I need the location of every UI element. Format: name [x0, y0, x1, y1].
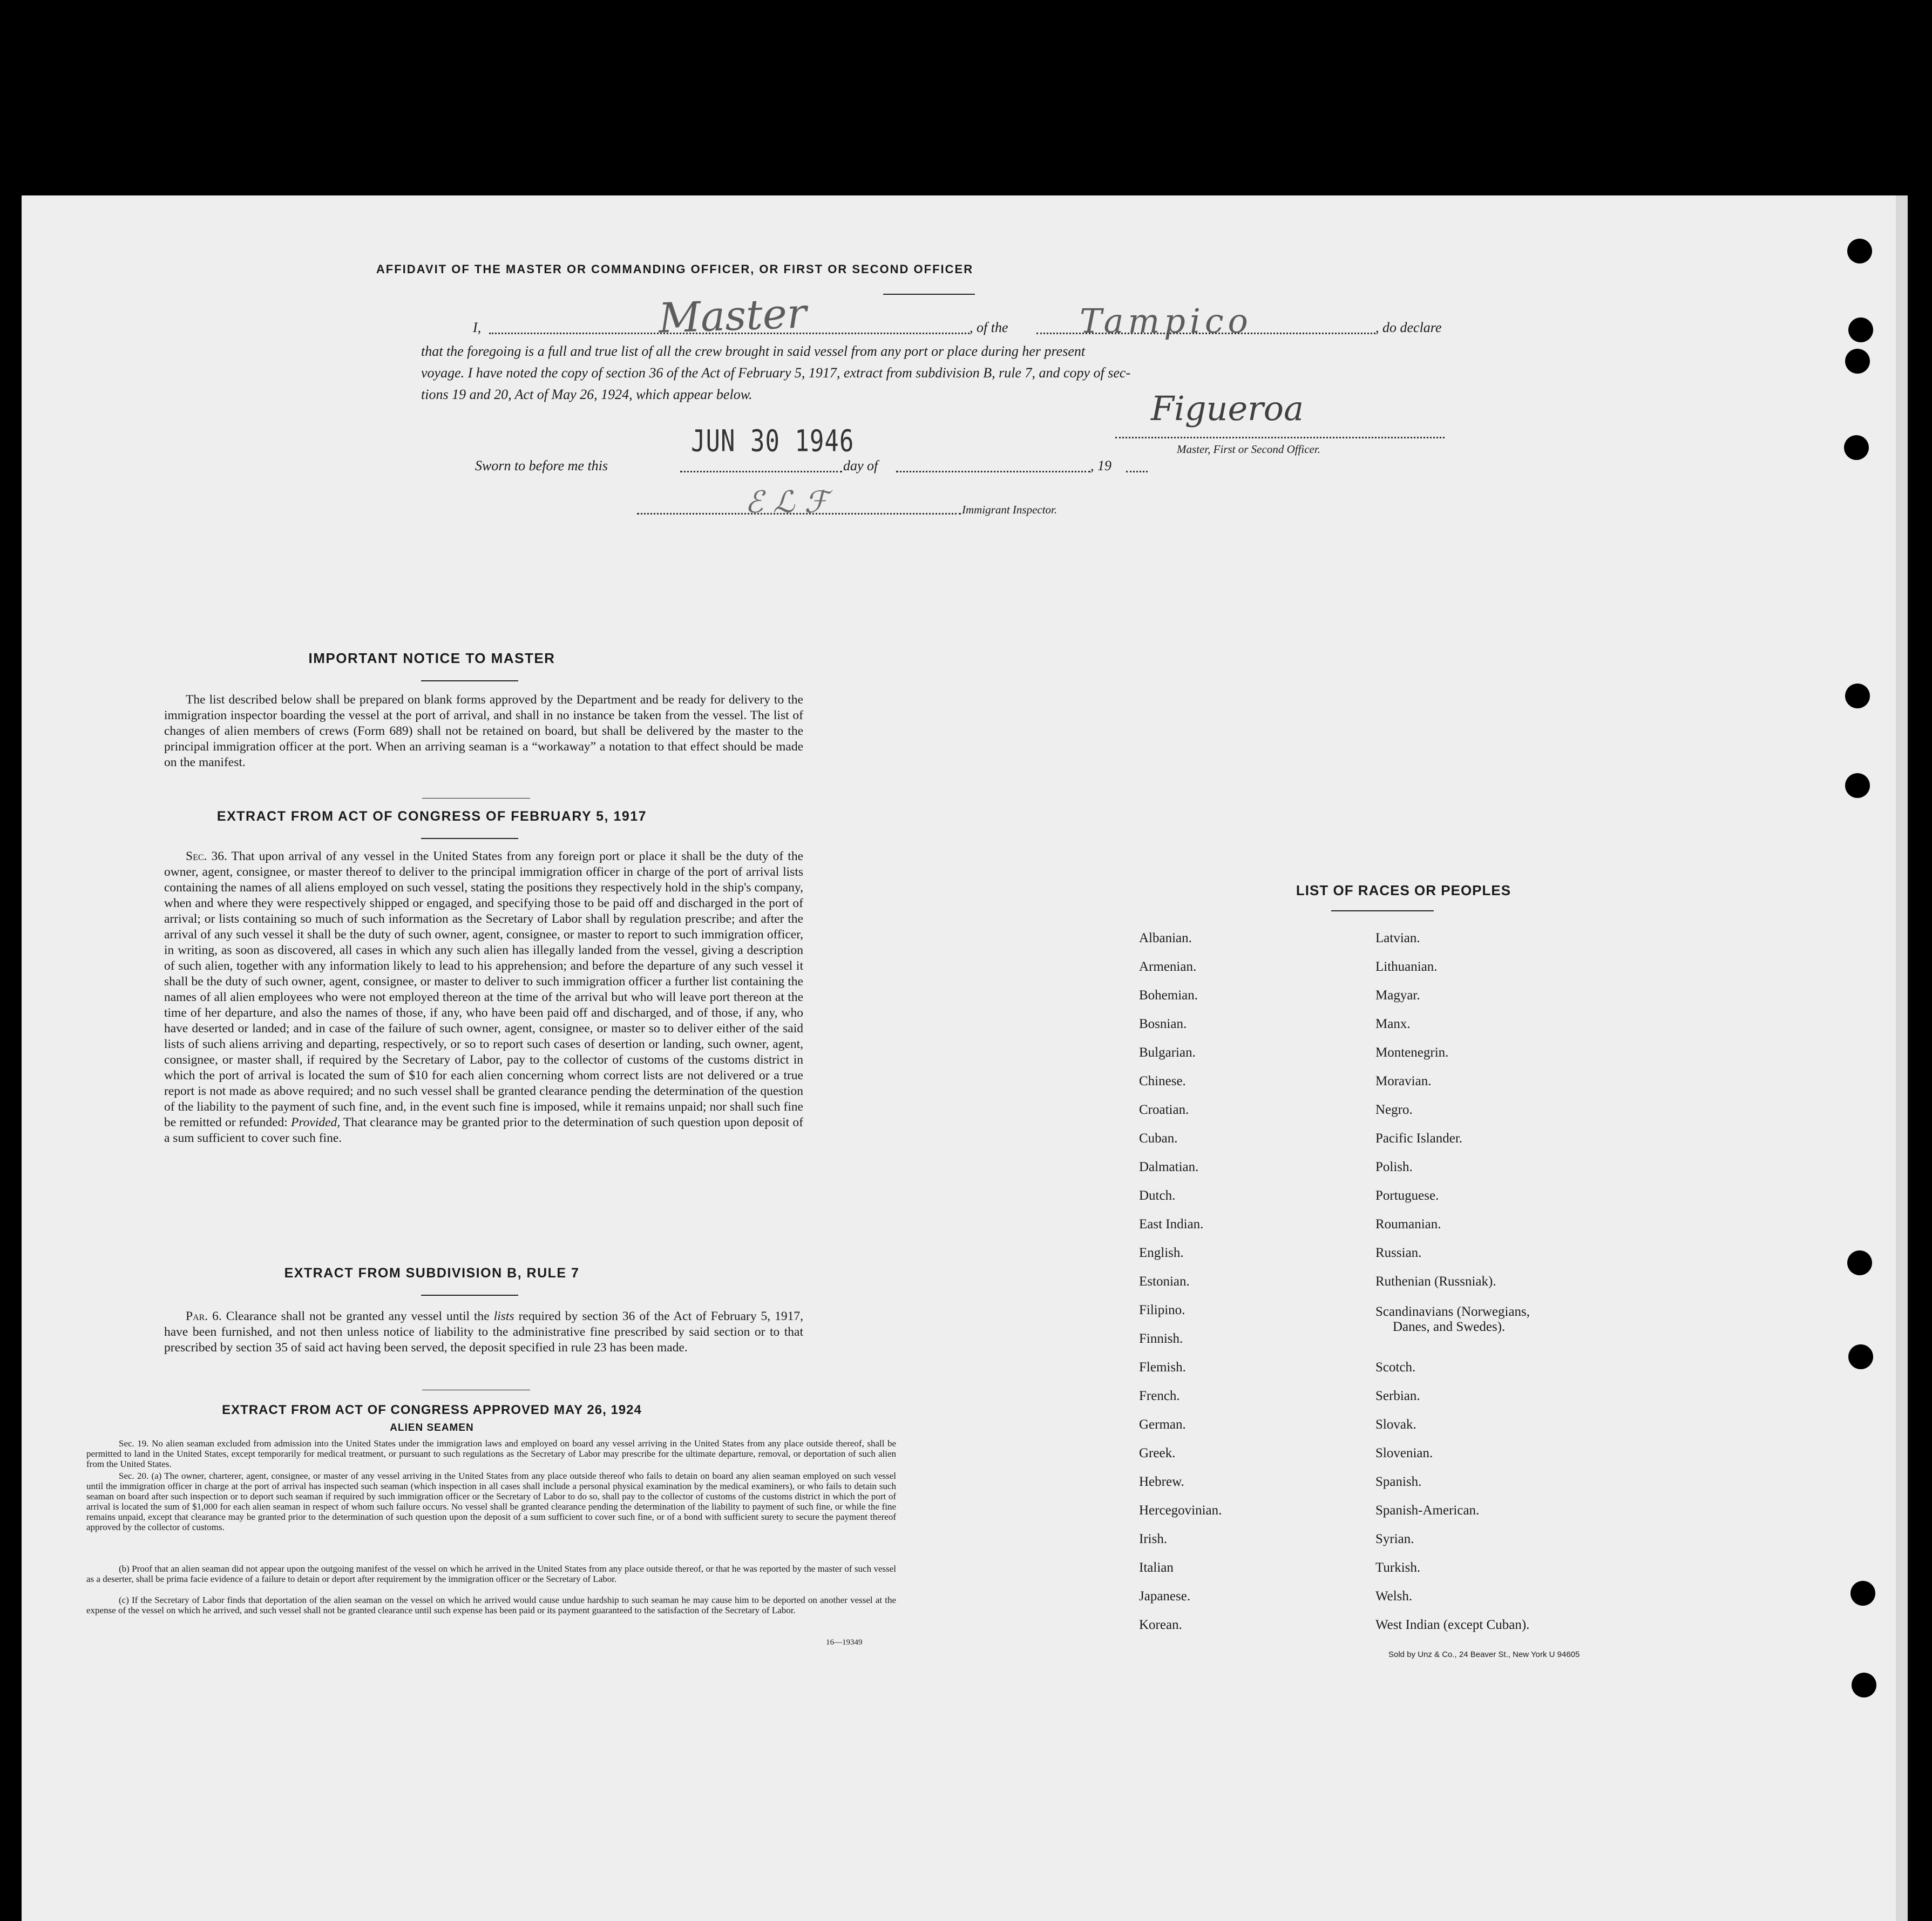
divider — [883, 294, 975, 295]
signature-line — [1115, 437, 1445, 438]
section-36-tail: That clearance may be granted prior to the determination of such question upon deposit of a sum sufficient to cover such fine. — [164, 1115, 803, 1145]
rule-7-title: EXTRACT FROM SUBDIVISION B, RULE 7 — [284, 1266, 580, 1281]
divider — [422, 798, 530, 799]
race-item-continued: Danes, and Swedes). — [1393, 1320, 1506, 1334]
affidavit-declare: , do declare — [1375, 320, 1442, 335]
race-item: Roumanian. — [1375, 1217, 1441, 1232]
race-item: Filipino. — [1139, 1303, 1185, 1317]
sworn-year: , 19 — [1090, 458, 1111, 474]
race-item: Bohemian. — [1139, 988, 1198, 1003]
race-item: Ruthenian (Russniak). — [1375, 1274, 1496, 1289]
affidavit-line-3: voyage. I have noted the copy of section 36 of the Act of February 5, 1917, extract from subdivision B, rule 7, and copy of sec- — [421, 365, 1131, 381]
signature-caption: Master, First or Second Officer. — [1177, 443, 1320, 456]
rule-7-body-2: required by section 36 of the Act of February 5, 1917, have been furnished, and not then unless notice of liability to the administrative fine prescribed by said section or to that prescribed by section 35 of said act having been served, the deposit specified in rule 23 has been made. — [164, 1309, 804, 1355]
punch-hole — [1844, 435, 1869, 460]
inspector-initials: ℰ ℒ ℱ — [745, 485, 828, 520]
race-item: Latvian. — [1375, 931, 1420, 945]
section-20a-text: Sec. 20. (a) The owner, charterer, agent, consignee, or master of any vessel arriving in the United States from any place outside thereof who fails to detain on board any alien seaman employed on such vessel until the immigration officer in charge at the port of arrival has inspected such seaman (which inspection in all cases shall include a personal physical examination by the medical examiners), or who fails to detain such seaman on board after such inspection or to deport such seaman if required by such immigration officer or the Secretary of Labor to do so, shall pay to the collector of customs of the customs district in which the port of arrival is located the sum of $1,000 for each alien seaman in respect of whom such failure occurs. No vessel shall be granted clearance pending the determination of the liability to payment of such fine, or while the fine remains unpaid, except that clearance may be granted prior to the determination of such question upon the deposit of a sum sufficient to cover such fine, or of a bond with sufficient surety to secure the payment thereof approved by the collector of customs. — [86, 1471, 896, 1532]
race-item: Armenian. — [1139, 959, 1197, 974]
race-item: Slovak. — [1375, 1417, 1416, 1432]
form-sheet — [22, 195, 1896, 1921]
rule-7-body-1: Clearance shall not be granted any vessel until the — [226, 1309, 490, 1323]
punch-hole — [1848, 317, 1873, 342]
master-signature: Figueroa — [1151, 389, 1304, 428]
race-item: Chinese. — [1139, 1074, 1186, 1088]
race-item: West Indian (except Cuban). — [1375, 1618, 1530, 1632]
provided-word: Provided, — [291, 1115, 341, 1129]
section-20b-text: (b) Proof that an alien seaman did not appear upon the outgoing manifest of the vessel on which he arrived in the United States from any place outside thereof, or that he was reported by the master of such vessel as a deserter, shall be prima facie evidence of a failure to detain or deport after requirement by the immigration officer or the Secretary of Labor. — [86, 1564, 896, 1584]
race-item: Italian — [1139, 1560, 1174, 1575]
race-item: Montenegrin. — [1375, 1045, 1449, 1060]
race-item: Croatian. — [1139, 1102, 1189, 1117]
race-item: Lithuanian. — [1375, 959, 1438, 974]
notice-body: The list described below shall be prepared on blank forms approved by the Department and be ready for delivery to the immigration inspector boarding the vessel at the port of arrival, and shall in no instance be taken from the vessel. The list of changes of alien members of crews (Form 689) shall not be retained on board, but shall be delivered by the master to the principal immigration officer at the port. When an arriving seaman is a “workaway” a notation to that effect should be made on the manifest. — [164, 693, 803, 769]
race-item: Welsh. — [1375, 1589, 1413, 1604]
race-item: Estonian. — [1139, 1274, 1190, 1289]
race-item: Moravian. — [1375, 1074, 1432, 1088]
extract-1924-title: EXTRACT FROM ACT OF CONGRESS APPROVED MAY 26, 1924 — [222, 1403, 642, 1417]
divider — [1331, 910, 1434, 911]
date-stamp: JUN 30 1946 — [691, 424, 855, 459]
rule-7-text — [164, 1309, 803, 1356]
race-item: Hercegovinian. — [1139, 1503, 1222, 1518]
race-item: Negro. — [1375, 1102, 1413, 1117]
sworn-month-line — [896, 471, 1090, 472]
divider — [421, 680, 518, 681]
race-item: Spanish-American. — [1375, 1503, 1480, 1518]
race-item: Irish. — [1139, 1532, 1168, 1546]
race-item: Turkish. — [1375, 1560, 1421, 1575]
race-item: Scotch. — [1375, 1360, 1416, 1375]
punch-hole — [1848, 1344, 1873, 1369]
punch-hole — [1847, 239, 1872, 263]
extract-1917-title: EXTRACT FROM ACT OF CONGRESS OF FEBRUARY 5, 1917 — [216, 809, 647, 824]
race-item: East Indian. — [1139, 1217, 1204, 1232]
notice-title: IMPORTANT NOTICE TO MASTER — [308, 650, 555, 666]
race-item: Cuban. — [1139, 1131, 1178, 1146]
handwritten-master: Master — [657, 289, 808, 342]
inspector-caption: Immigrant Inspector. — [962, 503, 1057, 516]
race-item: Korean. — [1139, 1618, 1182, 1632]
race-item: Dutch. — [1139, 1188, 1176, 1203]
punch-hole — [1845, 684, 1870, 708]
handwritten-vessel: Tampico — [1080, 301, 1252, 341]
race-item: Polish. — [1375, 1160, 1413, 1174]
section-19-text: Sec. 19. No alien seaman excluded from admission into the United States under the immigration laws and employed on board any vessel arriving in the United States from any place outside thereof, shall be permitted to land in the United States, except temporarily for medical treatment, or pursuant to such regulations as the Secretary of Labor may prescribe for the ultimate departure, removal, or deportation of such alien from the United States. — [86, 1438, 896, 1469]
race-item: Finnish. — [1139, 1331, 1183, 1346]
sworn-day-of: day of — [843, 458, 878, 474]
section-36-text — [164, 849, 803, 1146]
race-item: Slovenian. — [1375, 1446, 1433, 1460]
sworn-day-line — [680, 471, 842, 472]
section-36-label: Sec. 36. — [186, 849, 227, 863]
section-20c-text: (c) If the Secretary of Labor finds that deportation of the alien seaman on the vessel on which he arrived would cause undue hardship to such seaman he may cause him to be deported on another vessel at the expense of the vessel on which he arrived, and such vessel shall not be granted clearance until such expense has been paid or its payment guaranteed to the satisfaction of the Secretary of Labor. — [86, 1595, 896, 1615]
race-item: Dalmatian. — [1139, 1160, 1199, 1174]
race-item: Portuguese. — [1375, 1188, 1439, 1203]
race-item: Serbian. — [1375, 1389, 1420, 1403]
divider — [421, 838, 518, 839]
race-item: Spanish. — [1375, 1474, 1422, 1489]
form-number: 16—19349 — [826, 1638, 863, 1647]
rule-7-lists: lists — [493, 1309, 514, 1323]
race-item: Manx. — [1375, 1017, 1411, 1031]
punch-hole — [1850, 1581, 1875, 1606]
affidavit-title: AFFIDAVIT OF THE MASTER OR COMMANDING OFFICER, OR FIRST OR SECOND OFFICER — [376, 262, 974, 276]
sworn-year-line — [1126, 471, 1148, 472]
race-item: Greek. — [1139, 1446, 1176, 1460]
races-title: LIST OF RACES OR PEOPLES — [1296, 882, 1511, 898]
race-item: English. — [1139, 1246, 1184, 1260]
race-item: Magyar. — [1375, 988, 1420, 1003]
punch-hole — [1847, 1250, 1872, 1275]
affidavit-line-4: tions 19 and 20, Act of May 26, 1924, which appear below. — [421, 387, 753, 402]
punch-hole — [1852, 1673, 1876, 1697]
race-item: Scandinavians (Norwegians, — [1375, 1304, 1530, 1319]
race-item: Bulgarian. — [1139, 1045, 1196, 1060]
race-item: Albanian. — [1139, 931, 1192, 945]
race-item: Pacific Islander. — [1375, 1131, 1463, 1146]
alien-seamen-subtitle: ALIEN SEAMEN — [390, 1422, 474, 1433]
par-6-label: Par. 6. — [186, 1309, 222, 1323]
race-item: Syrian. — [1375, 1532, 1414, 1546]
race-item: Flemish. — [1139, 1360, 1186, 1375]
race-item: Japanese. — [1139, 1589, 1191, 1604]
affidavit-i: I, — [473, 320, 482, 335]
race-item: Bosnian. — [1139, 1017, 1187, 1031]
race-item: Hebrew. — [1139, 1474, 1184, 1489]
punch-hole — [1845, 773, 1870, 798]
affidavit-of-the: , of the — [970, 320, 1008, 335]
race-item: Russian. — [1375, 1246, 1422, 1260]
sworn-prefix: Sworn to before me this — [475, 458, 608, 474]
affidavit-line-2: that the foregoing is a full and true list of all the crew brought in said vessel from any port or place during her present — [421, 343, 1086, 359]
section-36-body: That upon arrival of any vessel in the United States from any foreign port or place it shall be the duty of the owner, agent, consignee, or master thereof to deliver to the principal immigration officer in charge of the port of arrival lists containing the names of all aliens employed on such vessel, stating the positions they respectively hold in the ship's company, when and where they were respectively shipped or engaged, and specifying those to be paid off and discharged in the port of arrival; or lists containing so much of such information as the Secretary of Labor shall by regulation prescribe; and after the arrival of any such vessel it shall be the duty of such owner, agent, consignee, or master to report to such immigration officer, in writing, as soon as discovered, all cases in which any such alien has illegally landed from the vessel, giving a description of such alien, together with any information likely to lead to his apprehension; and before the departure of any such vessel it shall be the duty of such owner, agent, consignee, or master to deliver to such immigration officer a further list containing the names of all alien employees who were not employed thereon at the time of the arrival but who will leave port thereon at the time of her departure, and also the names of those, if any, who have been paid off and discharged, and of those, if any, who have deserted or landed; and in case of the failure of such owner, agent, consignee, or master so to deliver either of the said lists of such aliens arriving and departing, respectively, or so to report such cases of desertion or landing, such owner, agent, consignee, or master shall, if required by the Secretary of Labor, pay to the collector of customs of the customs district in which the port of arrival is located the sum of $10 for each alien concerning whom correct lists are not delivered or a true report is not made as above required; and no such vessel shall be granted clearance pending the determination of the question of the liability to the payment of such fine, and, in the event such fine is imposed, while it remains unpaid; nor shall such fine be remitted or refunded: — [164, 849, 804, 1129]
race-item: German. — [1139, 1417, 1186, 1432]
race-item: French. — [1139, 1389, 1180, 1403]
divider — [421, 1295, 518, 1296]
sheet-edge — [1896, 195, 1908, 1921]
printer-imprint: Sold by Unz & Co., 24 Beaver St., New York U 94605 — [1388, 1650, 1580, 1659]
punch-hole — [1845, 349, 1870, 374]
